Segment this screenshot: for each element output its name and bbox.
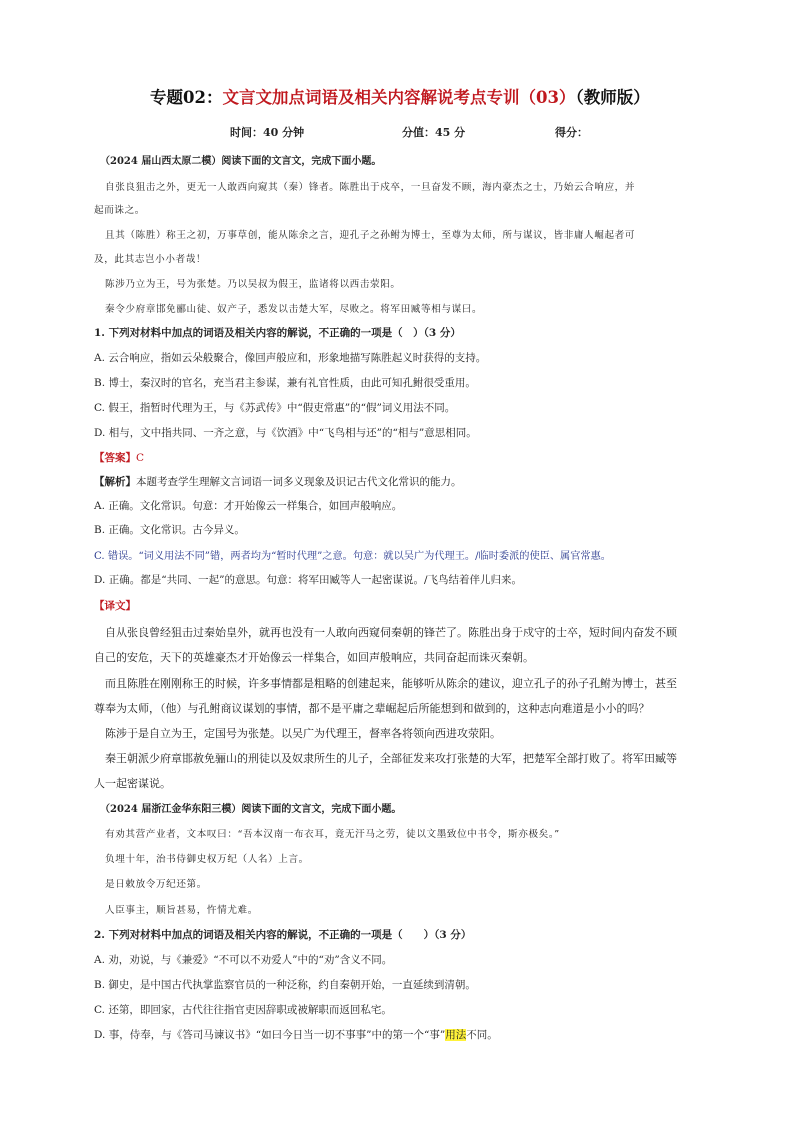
passage2-line: 人臣事主，顺旨甚易，忤情尤难。 [105, 905, 258, 916]
option-d-end: 不同。 [466, 1029, 498, 1041]
question-2-option-a: A. 劝，劝说，与《兼爱》“不可以不劝爱人”中的“劝”含义不同。 [94, 954, 393, 966]
passage2-source: （2024 届浙江金华东阳三模）阅读下面的文言文，完成下面小题。 [100, 804, 402, 815]
option-d-text: D. 事，侍奉，与《答司马谏议书》“如曰今日当一切不事事”中的第一个“事” [94, 1029, 446, 1041]
question-1-option-d: D. 相与，文中指共同、一齐之意，与《饮酒》中“飞鸟相与还”的“相与”意思相同。 [94, 427, 477, 439]
translation-line: 人一起密谋说。 [94, 777, 171, 790]
question-1-stem: 1. 下列对材料中加点的词语及相关内容的解说，不正确的一项是（ ）（3 分） [94, 327, 461, 339]
answer-row [94, 450, 144, 465]
question-2-option-c: C. 还第，即回家，古代往往指官吏因辞职或被解职而返回私宅。 [94, 1004, 392, 1016]
highlighted-text: 用法 [445, 1029, 467, 1041]
passage1-line: 自张良狙击之外，更无一人敢西向窥其（秦）锋者。陈胜出于戍卒，一旦奋发不顾，海内豪杰之士，乃始云合响应，并 [105, 182, 636, 193]
translation-line: 秦王朝派少府章邯赦免骊山的刑徒以及奴隶所生的儿子，全部征发来攻打张楚的大军，把楚军全部打败了。将军田臧等 [105, 752, 677, 765]
passage2-line: 负埋十年，治书侍御史权万纪（人名）上言。 [105, 854, 309, 865]
passage2-line: 是日敕放令万纪还第。 [105, 879, 207, 890]
question-2-option-b: B. 御史，是中国古代执掌监察官员的一种泛称，约自秦朝开始，一直延续到清朝。 [94, 979, 476, 991]
analysis-item: A. 正确。文化常识。句意：才开始像云一样集合，如回声般响应。 [94, 500, 403, 512]
analysis-row [94, 474, 462, 489]
title-main: 文言文加点词语及相关内容解说考点专训（03） [222, 88, 576, 107]
time-label: 时间：40 分钟 [230, 126, 305, 139]
question-2-option-d [94, 1027, 498, 1042]
passage1-line: 且其（陈胜）称王之初，万事草创，能从陈余之言，迎孔子之孙鲋为博士，至尊为太师，所与谋议，皆非庸人崛起者可 [105, 230, 636, 241]
analysis-item: D. 正确。都是“共同、一起”的意思。句意：将军田臧等人一起密谋说。/飞鸟结着伴儿归来。 [94, 574, 522, 586]
passage1-line: 陈涉乃立为王，号为张楚。乃以吴叔为假王，监诸将以西击荥阳。 [105, 279, 401, 290]
passage2-line: 有劝其营产业者，文本叹曰：“吾本汉南一布衣耳，竟无汗马之劳，徒以文墨致位中书令，斯亦极矣。” [105, 829, 560, 840]
translation-line: 尊奉为太师，（他）与孔鲋商议谋划的事情，都不是平庸之辈崛起后所能想到和做到的，这种志向难道是小小的吗？ [94, 702, 650, 715]
analysis-text: 本题考查学生理解文言词语一词多义现象及识记古代文化常识的能力。 [136, 476, 462, 488]
analysis-item: C. 错误。“词义用法不同”错，两者均为“暂时代理”之意。句意：就以吴广为代理王。/临时委派的使臣、属官常惠。 [94, 551, 611, 562]
passage1-line: 及，此其志岂小小者哉！ [94, 254, 207, 265]
answer-value: C [136, 452, 145, 464]
answer-label: 【答案】 [94, 452, 136, 464]
score-label: 分值：45 分 [402, 126, 466, 139]
question-1-option-c: C. 假王，指暂时代理为王，与《苏武传》中“假吏常惠”的“假”词义用法不同。 [94, 402, 456, 414]
translation-line: 自己的安危，天下的英雄豪杰才开始像云一样集合，如回声般响应，共同奋起而诛灭秦朝。 [94, 651, 534, 664]
passage1-line: 秦令少府章邯免郦山徒、奴产子，悉发以击楚大军，尽败之。将军田臧等相与谋曰。 [105, 304, 483, 315]
translation-line: 陈涉于是自立为王，定国号为张楚。以吴广为代理王，督率各将领向西进攻荥阳。 [105, 727, 501, 740]
passage1-source: （2024 届山西太原二模）阅读下面的文言文，完成下面小题。 [100, 156, 382, 167]
title-prefix: 专题02： [150, 88, 223, 107]
got-label: 得分： [555, 126, 588, 139]
passage1-line: 起而诛之。 [94, 205, 145, 216]
title-suffix: （教师版） [575, 88, 650, 107]
question-1-option-b: B. 博士，秦汉时的官名，充当君主参谋，兼有礼官性质，由此可知孔鲋很受重用。 [94, 377, 476, 389]
analysis-label: 【解析】 [94, 476, 136, 488]
question-1-option-a: A. 云合响应，指如云朵般聚合，像回声般应和，形象地描写陈胜起义时获得的支持。 [94, 352, 487, 364]
translation-label: 【译文】 [94, 600, 136, 612]
translation-line: 自从张良曾经狙击过秦始皇外，就再也没有一人敢向西窥伺秦朝的锋芒了。陈胜出身于戍守的士卒，短时间内奋发不顾 [105, 626, 677, 639]
translation-line: 而且陈胜在刚刚称王的时候，许多事情都是粗略的创建起来，能够听从陈余的建议，迎立孔子的孙子孔鲋为博士，甚至 [105, 677, 677, 690]
page-title [150, 84, 650, 108]
question-2-stem: 2. 下列对材料中加点的词语及相关内容的解说，不正确的一项是（ ）（3 分） [94, 929, 472, 941]
analysis-item: B. 正确。文化常识。古今异义。 [94, 524, 245, 536]
